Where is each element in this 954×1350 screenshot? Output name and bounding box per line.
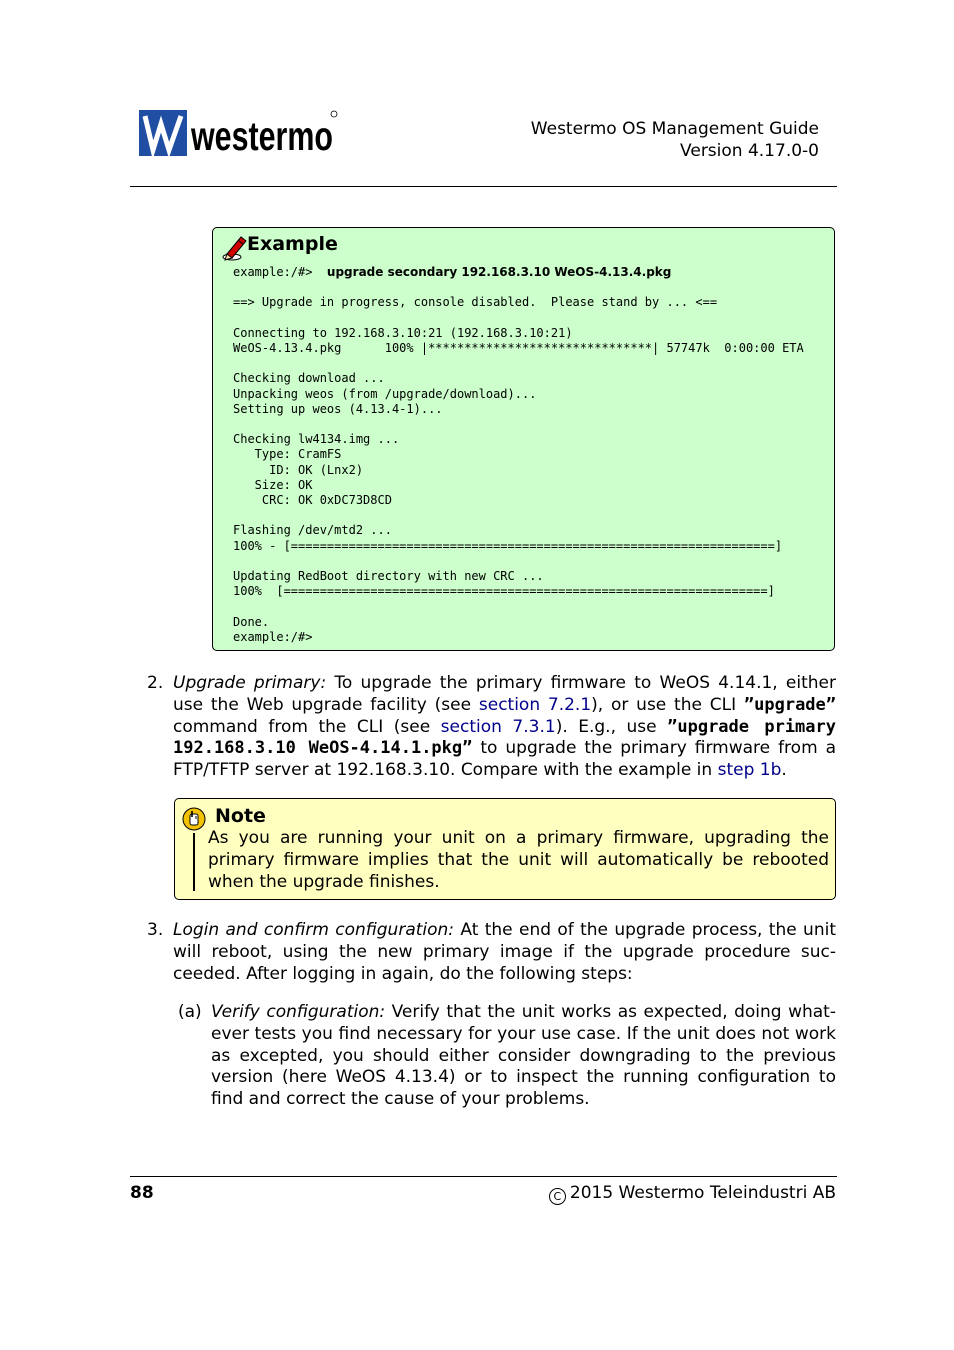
item-text: . bbox=[781, 760, 787, 781]
link-section-7-2-1[interactable]: section 7.2.1 bbox=[478, 694, 592, 715]
item-text: to upgrade the primary firmware from a FTP/TFTP server at 192.168.3.10. Compare with the example in bbox=[173, 738, 837, 781]
note-box bbox=[174, 798, 836, 900]
item-text: ), or use the CLI bbox=[591, 694, 744, 715]
item-label: Verify configuration: bbox=[211, 1002, 386, 1022]
copyright bbox=[549, 1183, 836, 1205]
copyright-icon: C bbox=[549, 1188, 566, 1205]
copyright-text: 2015 Westermo Teleindustri AB bbox=[569, 1183, 836, 1203]
console-log: ==> Upgrade in progress, console disabled. Please stand by ... <== Connecting to 192.168.3.10:21 (192.168.3.10:21) WeOS-4.13.4.pkg 100% |*******************************| 57747k 0:00:00 ETA Checking download ... Unpacking weos (from /upgrade/download)... Setting up weos (4.13.4-1)... Checking lw4134.img ... Type: CramFS ID: OK (Lnx2) Size: OK CRC: OK 0xDC73D8CD Flashing /dev/mtd2 ... 100% - [===================================================================] Updating RedBoot directory with new CRC ... 100% [===================================================================] Done. example:/#> bbox=[233, 295, 804, 644]
item-text: Verify that the unit works as expected, doing whatever tests you find necessary for your use case. If the unit does not work as excepted, you should either consider downgrading to the previous version (here WeOS 4.13.4) or to inspect the running configuration to find and correct the cause of your problems. bbox=[211, 1002, 836, 1110]
cli-command-upgrade-primary: ”upgrade primary 192.168.3.10 WeOS-4.14.1.pkg” bbox=[173, 716, 836, 759]
item-text: At the end of the upgrade process, the unit will reboot, using the new primary image if the upgrade procedure succeeded. After logging in again, do the following steps: bbox=[173, 920, 836, 984]
hand-icon bbox=[182, 807, 206, 831]
console-command: upgrade secondary 192.168.3.10 WeOS-4.13.4.pkg bbox=[326, 265, 672, 279]
footer-rule bbox=[130, 1176, 837, 1177]
logo-wordmark: westermo bbox=[190, 113, 333, 159]
header-rule bbox=[130, 186, 837, 187]
link-step-1b[interactable]: step 1b bbox=[717, 760, 782, 781]
list-item-upgrade-primary bbox=[173, 673, 836, 782]
item-text: To upgrade the primary firmware to WeOS 4.14.1, either use the Web upgrade facility (see bbox=[173, 673, 836, 715]
example-console-output bbox=[233, 265, 804, 645]
note-bar bbox=[193, 833, 195, 891]
example-title: Example bbox=[247, 233, 338, 255]
link-section-7-3-1[interactable]: section 7.3.1 bbox=[440, 716, 556, 737]
list-number-2: 2. bbox=[147, 673, 164, 693]
guide-version: Version 4.17.0-0 bbox=[680, 141, 819, 161]
pen-icon bbox=[221, 234, 247, 262]
item-text: ). E.g., use bbox=[555, 716, 668, 737]
list-item-login-confirm bbox=[173, 920, 836, 985]
page-number: 88 bbox=[130, 1183, 154, 1203]
westermo-logo bbox=[139, 110, 339, 158]
guide-title: Westermo OS Management Guide bbox=[530, 119, 819, 139]
item-text: command from the CLI (see bbox=[173, 716, 441, 737]
item-label: Upgrade primary: bbox=[173, 673, 327, 693]
note-text: As you are running your unit on a primary firmware, upgrading the primary firmware implies that the unit will automatically be rebooted when the upgrade finishes. bbox=[208, 828, 829, 892]
sublist-number-a: (a) bbox=[178, 1002, 202, 1022]
list-number-3: 3. bbox=[147, 920, 164, 940]
cli-command-upgrade: ”upgrade” bbox=[743, 694, 837, 715]
item-label: Login and confirm configuration: bbox=[173, 920, 455, 940]
example-box bbox=[212, 227, 835, 651]
note-title: Note bbox=[215, 805, 266, 827]
header-title-block bbox=[531, 118, 819, 162]
sublist-item-verify-configuration bbox=[211, 1002, 836, 1111]
console-prompt: example:/#> bbox=[233, 265, 327, 279]
